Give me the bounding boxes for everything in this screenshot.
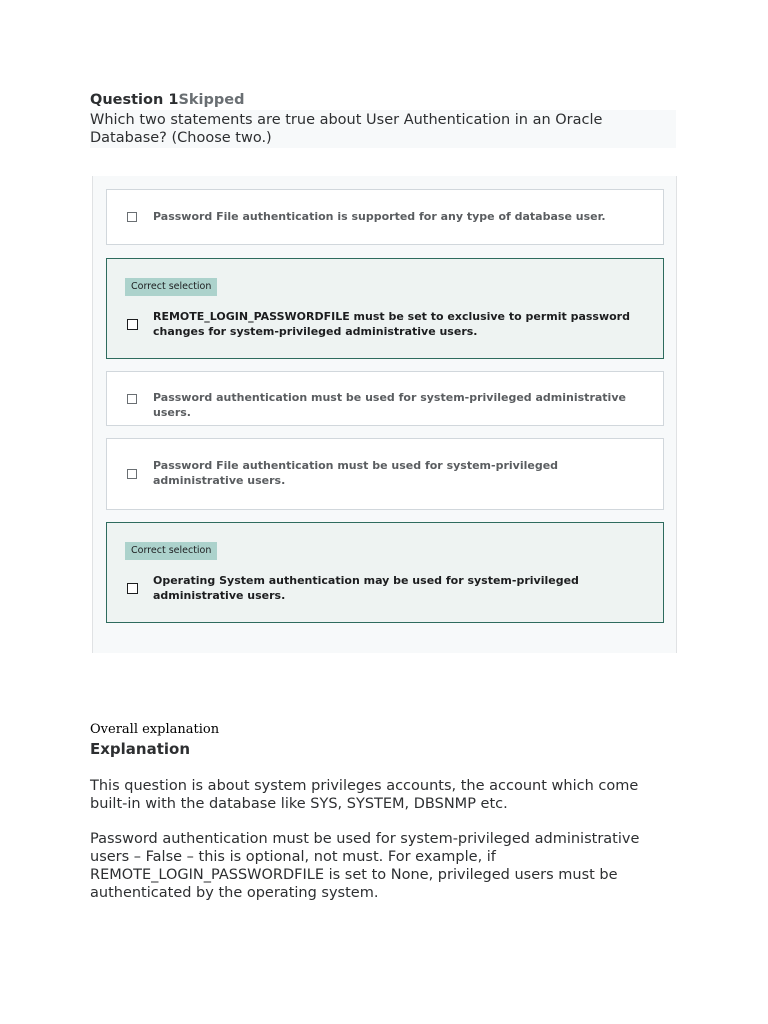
answer-option-text: Password File authentication must be used for system-privileged administrative users.: [153, 459, 559, 487]
checkbox-icon[interactable]: [127, 319, 138, 330]
explanation-paragraph: Password authentication must be used for system-privileged administrative users – False – this is optional, not must. For example, if REMOTE_LOGIN_PASSWORDFILE is set to None, privileged users must be authenticated by the operating system.: [90, 831, 640, 901]
checkbox-icon[interactable]: [127, 469, 137, 479]
answer-option-text: REMOTE_LOGIN_PASSWORDFILE must be set to exclusive to permit password changes for system-privileged administrative users.: [153, 310, 630, 338]
explanation-paragraph: This question is about system privileges accounts, the account which come built-in with the database like SYS, SYSTEM, DBSNMP etc.: [90, 778, 639, 812]
checkbox-icon[interactable]: [127, 212, 137, 222]
question-prompt: Which two statements are true about User Authentication in an Oracle Database? (Choose two.): [90, 110, 676, 148]
answer-option-text: Password authentication must be used for system-privileged administrative users.: [153, 391, 626, 419]
answer-option-4[interactable]: [106, 438, 664, 510]
answer-option-text: Password File authentication is supported for any type of database user.: [153, 210, 606, 223]
correct-selection-badge: Correct selection: [125, 278, 217, 296]
checkbox-icon[interactable]: [127, 394, 137, 404]
question-header: [90, 92, 244, 108]
question-number: Question 1: [90, 92, 179, 108]
answer-option-2[interactable]: [106, 258, 664, 359]
checkbox-icon[interactable]: [127, 583, 138, 594]
answer-option-5[interactable]: [106, 522, 664, 623]
question-status: Skipped: [178, 92, 245, 108]
answers-panel: [92, 176, 677, 653]
answer-option-text: Operating System authentication may be used for system-privileged administrative users.: [153, 574, 579, 602]
answer-option-3[interactable]: [106, 371, 664, 426]
answer-option-1[interactable]: [106, 189, 664, 245]
correct-selection-badge: Correct selection: [125, 542, 217, 560]
overall-explanation-label: Overall explanation: [90, 722, 220, 737]
explanation-title: Explanation: [90, 740, 191, 758]
